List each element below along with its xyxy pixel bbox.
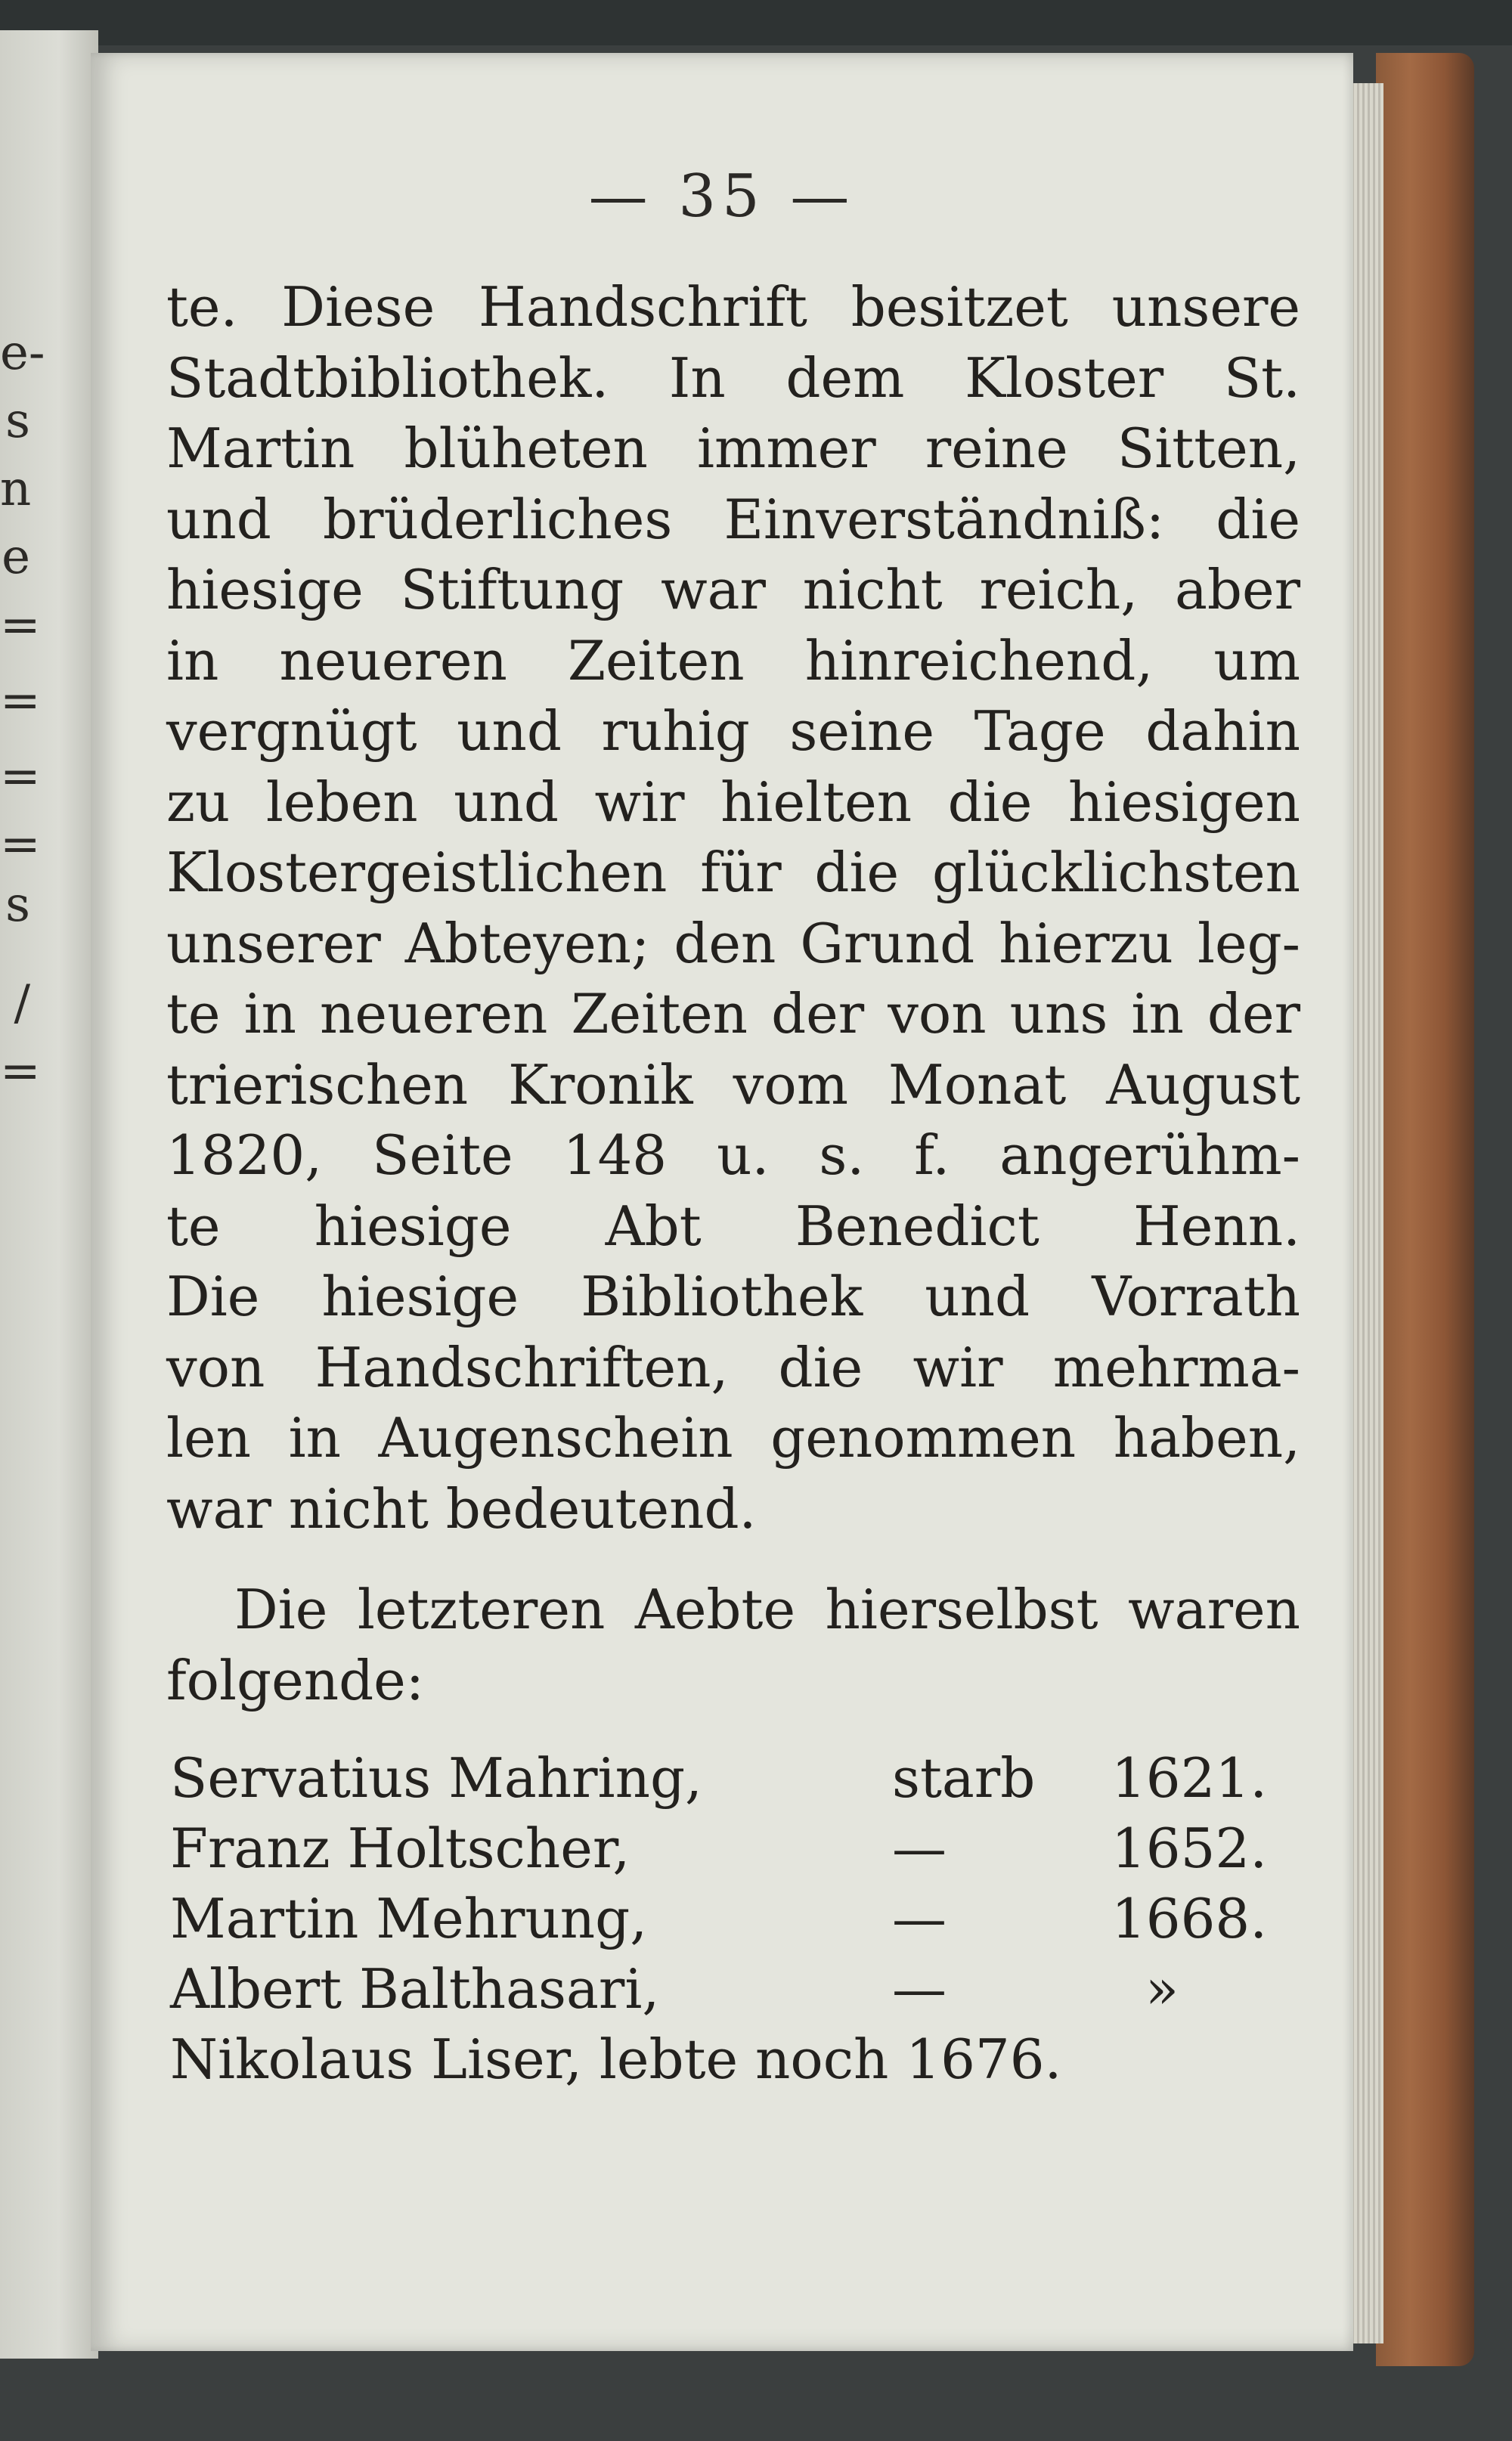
abbot-note: — [892, 1887, 947, 1950]
abbot-list [170, 1746, 1304, 2098]
left-page-margin [0, 30, 98, 2359]
abbot-year: 1652. [1111, 1817, 1268, 1880]
page-number: — 35 — [588, 163, 856, 231]
text-line: hiesige Stiftung war nicht reich, aber [166, 558, 1300, 621]
text-line: vergnügt und ruhig seine Tage dahin [166, 699, 1300, 763]
list-item [170, 1957, 1304, 2027]
left-fragment: n [0, 461, 32, 517]
text-line: von Handschriften, die wir mehrma- [166, 1335, 1300, 1399]
book-cover-edge [1376, 53, 1474, 2366]
left-fragment: e- [0, 325, 45, 381]
abbot-note: — [892, 1817, 947, 1880]
abbot-name: Martin Mehrung, [170, 1887, 648, 1950]
left-fragment: s [5, 877, 30, 933]
last-line: Nikolaus Liser, lebte noch 1676. [170, 2027, 1062, 2091]
abbot-note: — [892, 1957, 947, 2021]
text-line: len in Augenschein genommen haben, [166, 1406, 1300, 1470]
text-line: zu leben und wir hielten die hiesigen [166, 770, 1300, 834]
abbot-year: 1621. [1111, 1746, 1268, 1810]
top-shadow [0, 0, 1512, 45]
list-item [170, 1887, 1304, 1957]
abbot-name: Franz Holtscher, [170, 1817, 631, 1880]
text-line: te hiesige Abt Benedict Henn. [166, 1194, 1300, 1258]
text-line: te in neueren Zeiten der von uns in der [166, 982, 1300, 1045]
text-line: Klostergeistlichen für die glücklichsten [166, 841, 1300, 904]
text-line: und brüderliches Einverständniß: die [166, 487, 1300, 551]
book-page [91, 53, 1353, 2351]
left-fragment: = [0, 1043, 41, 1099]
text-line: folgende: [166, 1648, 425, 1712]
abbot-note: starb [892, 1746, 1036, 1810]
left-fragment: s [5, 393, 30, 449]
left-fragment: = [0, 748, 41, 804]
left-fragment: / [14, 975, 30, 1031]
abbot-name: Albert Balthasari, [170, 1957, 660, 2021]
text-line: war nicht bedeutend. [166, 1476, 757, 1541]
text-line: in neueren Zeiten hinreichend, um [166, 628, 1300, 692]
left-fragment: = [0, 673, 41, 729]
left-fragment: = [0, 597, 41, 653]
main-text [166, 272, 1300, 1716]
text-line: Martin blüheten immer reine Sitten, [166, 417, 1300, 480]
text-line: te. Diese Handschrift besitzet unsere [166, 275, 1300, 339]
list-item [170, 1817, 1304, 1887]
list-item [170, 2027, 1304, 2098]
abbot-name: Servatius Mahring, [170, 1746, 702, 1810]
abbot-year: 1668. [1111, 1887, 1268, 1950]
text-line: Die hiesige Bibliothek und Vorrath [166, 1265, 1300, 1328]
text-line: unserer Abteyen; den Grund hierzu leg- [166, 911, 1300, 975]
list-item [170, 1746, 1304, 1817]
text-line: Die letzteren Aebte hierselbst waren [234, 1578, 1300, 1641]
text-line: trierischen Kronik vom Monat August [166, 1052, 1300, 1117]
text-line: 1820, Seite 148 u. s. f. angerühm- [166, 1123, 1300, 1187]
left-fragment: e [2, 529, 30, 585]
abbot-year: » [1145, 1957, 1179, 2021]
left-fragment: = [0, 816, 41, 872]
text-line: Stadtbibliothek. In dem Kloster St. [166, 345, 1300, 410]
